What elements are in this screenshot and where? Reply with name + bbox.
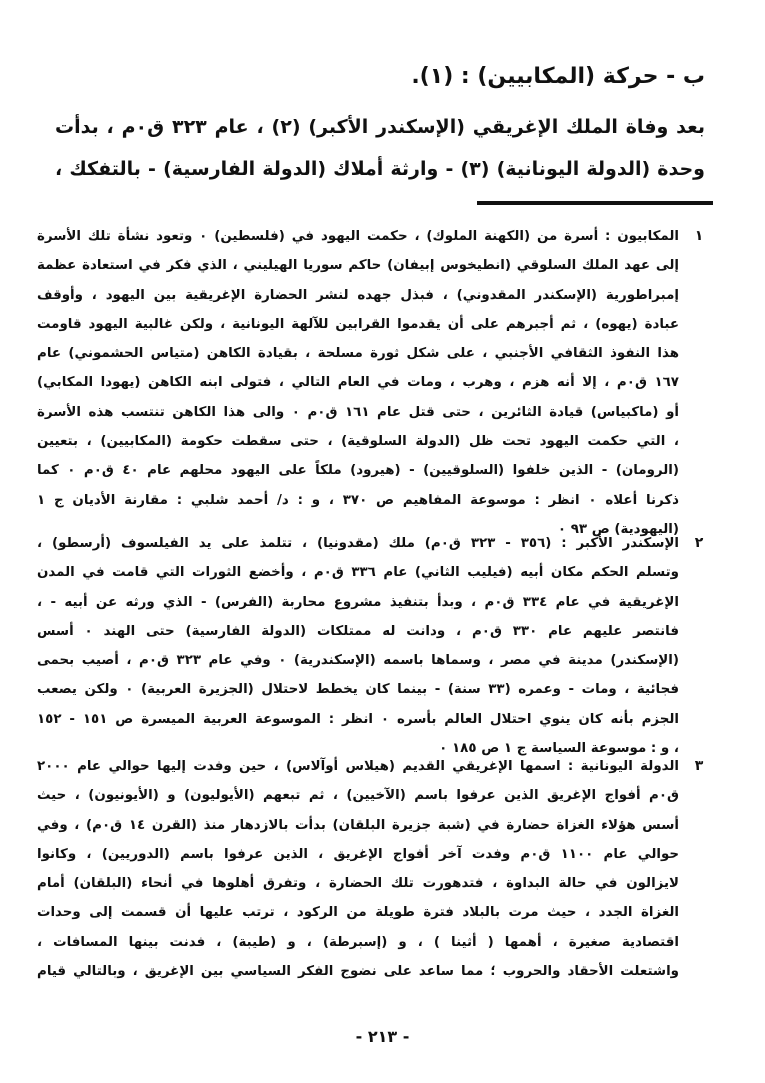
footnote-line: أسس هؤلاء الغزاة حضارة في (شبة جزيرة البلقان) بدأت بالازدهار منذ (القرن ١٤ ق٠م) ، وفي [37, 817, 679, 833]
footnote-line: اقتصادية صغيرة ، أهمها ( أثينا ) ، و (إسبرطة) ، و (طيبة) ، فدنت بينها المسافات ، [37, 934, 679, 950]
body-text-line-2: وحدة (الدولة اليونانية) (٣) - وارثة أملاك (الدولة الفارسية) - بالتفكك ، [55, 158, 705, 180]
footnote-line: الغزاة الجدد ، حيث مرت بالبلاد فترة طويلة من الركود ، ترتب عليها أن قسمت إلى وحدات [37, 905, 679, 921]
footnote-line: الإسكندر الأكبر : (٣٥٦ - ٣٢٣ ق٠م) ملك (مقدونيا) ، تتلمذ على يد الفيلسوف (أرسطو) ، [37, 536, 679, 551]
footnote-line: ١٦٧ ق٠م ، إلا أنه هزم ، وهرب ، ومات في العام التالي ، فتولى ابنه الكاهن (يهودا المكابي) [37, 375, 679, 391]
page-number: - ٢١٣ - [355, 1027, 410, 1046]
footnote-line: المكابيون : أسرة من (الكهنة الملوك) ، حكمت اليهود في (فلسطين) ٠ وتعود نشأة تلك الأسرة [37, 229, 679, 244]
footnote-line: فانتصر عليهم عام ٣٣٠ ق٠م ، ودانت له ممتلكات (الدولة الفارسية) حتى الهند ٠ أسس [37, 623, 679, 639]
footnote-3 [37, 752, 709, 986]
footnote-line: ، التي حكمت اليهود تحت ظل (الدولة السلوقية) ، حتى سقطت حكومة (المكابيين) ، بتعيين [37, 434, 679, 450]
footnote-line: ، و : موسوعة السياسة ج ١ ص ١٨٥ ٠ [439, 741, 679, 757]
footnote-number: ٣ [694, 758, 704, 774]
footnote-line: إلى عهد الملك السلوقي (انطيخوس إبيفان) حاكم سوريا الهيليني ، الذي فكر في استعادة عظمة [37, 258, 679, 274]
footnote-line: الإغريقية في عام ٣٣٤ ق٠م ، وبدأ بتنفيذ مشروع محاربة (الفرس) - الذي ورثه عن أبيه - ، [37, 594, 679, 610]
footnote-line: فجائية ، ومات - وعمره (٣٣ سنة) - بينما كان يخطط لاحتلال (الجزيرة العربية) ٠ ولكن يصعب [37, 682, 679, 698]
footnote-2 [37, 529, 709, 763]
footnote-line: إمبراطورية (الإسكندر المقدوني) ، فبذل جهده لنشر الحضارة الإغريقية بين اليهود ، وأوقف [37, 287, 679, 303]
footnote-line: (الرومان) - الذين خلفوا (السلوقيين) - (هيرود) ملكاً على اليهود محلهم عام ٤٠ ق٠م ٠ كما [37, 463, 679, 479]
footnote-line: وتسلم الحكم مكان أبيه (فيليب الثاني) عام ٣٣٦ ق٠م ، وأخضع الثورات التي قامت في المدن [37, 565, 679, 581]
section-heading: ب - حركة (المكابيين) : (١). [411, 64, 705, 89]
footnote-line: ق٠م أفواج الإغريق الذين عرفوا باسم (الآخيين) ، ثم تبعهم (الأيوليون) و (الأيونيون) ، حيث [37, 788, 679, 804]
footnote-line: عبادة (يهوه) ، ثم أجبرهم على أن يقدموا القرابين للآلهة اليونانية ، ولكن غالبية اليهود قاومت [37, 316, 679, 332]
footnote-line: لايزالون في حالة البداوة ، فتدهورت تلك الحضارة ، وتفرق أهلوها في أنحاء (البلقان) أمام [37, 876, 679, 892]
footnote-line: حوالي عام ١١٠٠ ق٠م وفدت آخر أفواج الإغريق ، الذين عرفوا باسم (الدوريين) ، وكانوا [37, 846, 679, 862]
footnote-line: الجزم بأنه كان ينوي احتلال العالم بأسره ٠ انظر : الموسوعة العربية الميسرة ص ١٥١ - ١٥٢ [37, 711, 679, 727]
footnote-line: هذا النفوذ الثقافي الأجنبي ، على شكل ثورة مسلحة ، بقيادة الكاهن (متياس الحشموني) عام [37, 346, 679, 362]
footnote-line: أو (ماكبياس) قيادة الثائرين ، حتى قتل عام ١٦١ ق٠م ٠ والى هذا الكاهن تنتسب هذه الأسرة [37, 404, 679, 420]
footnote-1 [37, 222, 709, 544]
footnote-line: واشتعلت الأحقاد والحروب ؛ مما ساعد على نضوج الفكر السياسي بين الإغريق ، وبالتالي قيام [37, 964, 679, 980]
footnote-number: ١ [694, 228, 704, 244]
footnote-separator [477, 201, 713, 205]
footnote-line: ذكرنا أعلاه ٠ انظر : موسوعة المفاهيم ص ٣٧٠ ، و : د/ أحمد شلبي : مقارنة الأديان ج ١ [37, 492, 679, 508]
footnote-line: (اليهودية) ص ٩٣ ٠ [557, 521, 679, 537]
body-text-line-1: بعد وفاة الملك الإغريقي (الإسكندر الأكبر) (٢) ، عام ٣٢٣ ق٠م ، بدأت [55, 116, 705, 138]
footnote-line: (الإسكندر) مدينة في مصر ، وسماها باسمه (الإسكندرية) ٠ وفي عام ٣٢٣ ق٠م ، أصيب بحمى [37, 653, 679, 669]
footnote-number: ٢ [694, 535, 704, 551]
footnote-line: الدولة اليونانية : اسمها الإغريقي القديم (هيلاس أوآلاس) ، حين وفدت إليها حوالي عام ٢٠٠٠ [37, 759, 679, 774]
